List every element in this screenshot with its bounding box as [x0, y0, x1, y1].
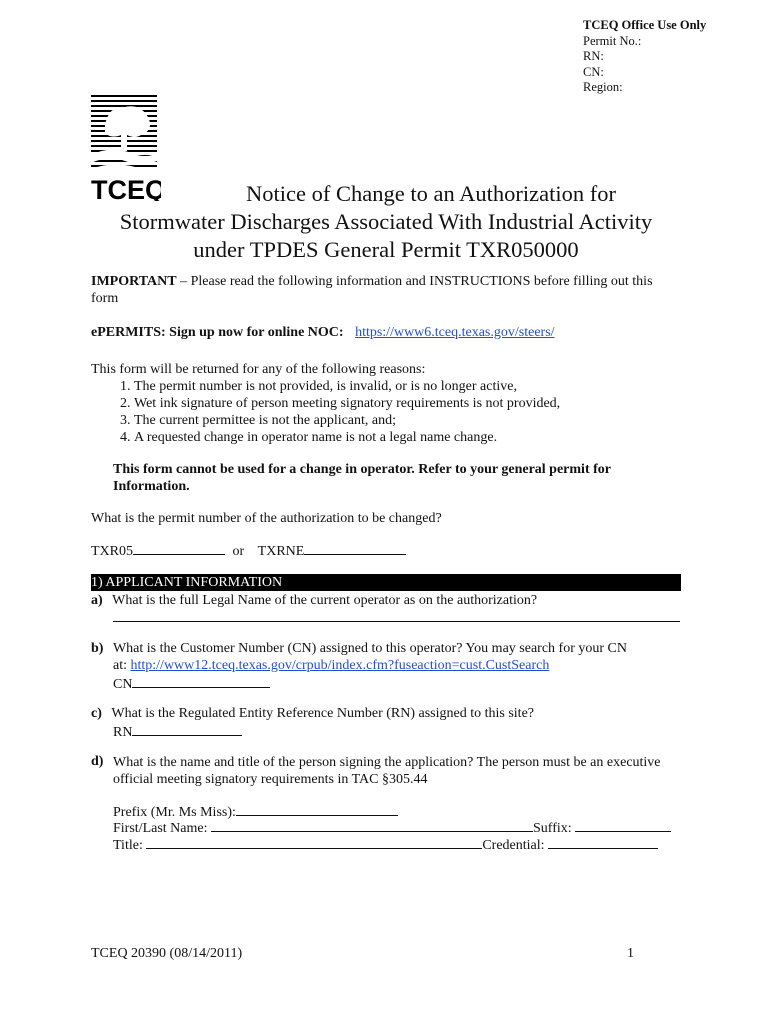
title-line-2: Stormwater Discharges Associated With Industrial Activity — [119, 209, 653, 234]
logo-text: TCEQ — [91, 175, 161, 201]
name-label: First/Last Name: — [113, 821, 211, 836]
question-d-letter-wrap — [91, 754, 103, 770]
name-suffix-field — [113, 819, 671, 837]
question-c-text: What is the Regulated Entity Reference Number (RN) assigned to this site? — [111, 706, 534, 721]
credential-input[interactable] — [548, 836, 658, 849]
steers-link[interactable]: https://www6.tceq.texas.gov/steers/ — [355, 325, 555, 340]
question-b-link-line — [113, 658, 549, 674]
name-input[interactable] — [211, 819, 533, 832]
cn-label: CN — [113, 677, 133, 692]
page-title — [91, 180, 681, 264]
form-id-footer: TCEQ 20390 (08/14/2011) — [91, 946, 243, 961]
question-a-letter: a) — [91, 593, 103, 608]
title-line-1: Notice of Change to an Authorization for — [246, 181, 616, 206]
office-permit-no: Permit No.: — [583, 33, 642, 48]
office-use-heading: TCEQ Office Use Only — [583, 18, 707, 32]
txr05-input[interactable] — [133, 542, 225, 555]
legal-name-input[interactable] — [113, 621, 680, 622]
office-region: Region: — [583, 80, 623, 94]
page-number: 1 — [627, 946, 634, 961]
reason-item: 3. The current permittee is not the applicant, and; — [134, 412, 560, 429]
question-d-text: What is the name and title of the person signing the application? The person must be an executive official meeting signatory requirements in TAC §305.44 — [113, 755, 661, 787]
cn-field — [113, 675, 270, 693]
question-c — [91, 706, 534, 722]
question-b-letter: b) — [91, 641, 104, 656]
cn-input[interactable] — [132, 675, 270, 688]
important-text: – Please read the following information and INSTRUCTIONS before filling out this form — [91, 274, 653, 306]
title-input[interactable] — [146, 836, 482, 849]
rn-input[interactable] — [132, 723, 242, 736]
cust-search-link[interactable]: http://www12.tceq.texas.gov/crpub/index.cfm?fuseaction=cust.CustSearch — [130, 658, 550, 673]
rn-field — [113, 723, 242, 741]
reasons-intro: This form will be returned for any of the following reasons: — [91, 362, 426, 377]
rn-label: RN — [113, 725, 133, 740]
at-label: at: — [113, 658, 131, 673]
suffix-label: Suffix: — [533, 821, 576, 836]
credential-label: Credential: — [482, 838, 549, 853]
important-label: IMPORTANT — [91, 274, 177, 289]
office-cn: CN: — [583, 64, 604, 79]
title-line-3: under TPDES General Permit TXR050000 — [193, 237, 579, 262]
reason-item: 1. The permit number is not provided, is invalid, or is no longer active, — [134, 378, 560, 395]
reason-item: 2. Wet ink signature of person meeting signatory requirements is not provided, — [134, 395, 560, 412]
reason-item: 4. A requested change in operator name is not a legal name change. — [134, 429, 560, 446]
epermits-label: ePERMITS: Sign up now for online NOC: — [91, 325, 344, 340]
prefix-input[interactable] — [236, 803, 398, 816]
question-c-letter: c) — [91, 706, 102, 721]
section-applicant-information — [91, 574, 681, 591]
operator-change-warning: This form cannot be used for a change in operator. Refer to your general permit for Information. — [113, 462, 611, 494]
important-notice — [91, 273, 681, 307]
question-b — [91, 641, 627, 657]
office-rn: RN: — [583, 49, 604, 63]
title-credential-field — [113, 836, 658, 854]
txr05-label: TXR05 — [91, 544, 133, 559]
section-heading: 1) APPLICANT INFORMATION — [91, 575, 283, 590]
prefix-label: Prefix (Mr. Ms Miss): — [113, 805, 236, 820]
question-b-text: What is the Customer Number (CN) assigned to this operator? You may search for your CN — [112, 641, 627, 656]
or-label: or — [232, 544, 245, 559]
question-a-text: What is the full Legal Name of the current operator as on the authorization? — [112, 593, 538, 608]
question-d-letter: d) — [91, 754, 104, 769]
reasons-list — [110, 378, 560, 446]
txrne-input[interactable] — [304, 542, 406, 555]
permit-number-fields — [91, 542, 406, 560]
suffix-input[interactable] — [575, 819, 671, 832]
question-a — [91, 593, 537, 609]
txrne-label: TXRNE — [257, 544, 305, 559]
permit-number-question: What is the permit number of the authorization to be changed? — [91, 511, 442, 526]
title-label: Title: — [113, 838, 147, 853]
epermits-line — [91, 324, 681, 341]
office-use-block — [583, 18, 706, 96]
